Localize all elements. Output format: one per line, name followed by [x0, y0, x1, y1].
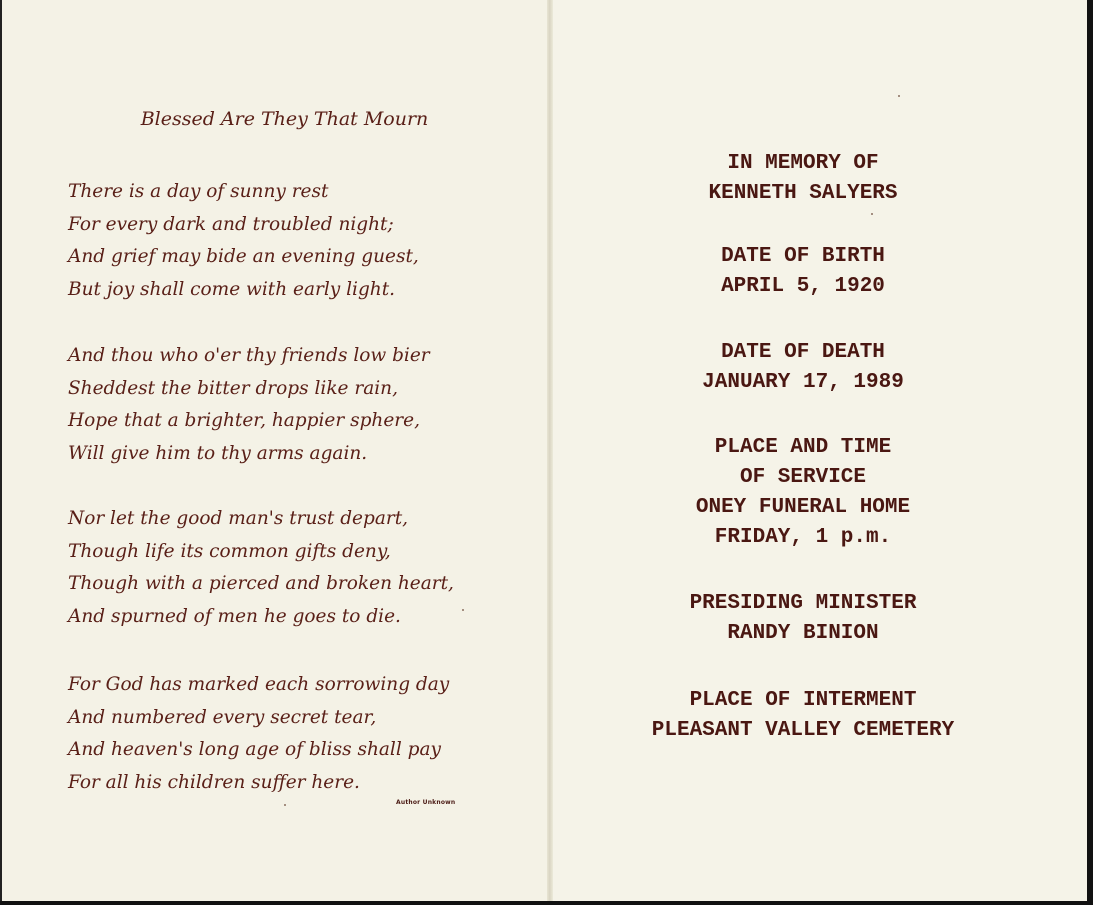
poem-line: Will give him to thy arms again.: [68, 442, 368, 464]
interment-heading: PLACE OF INTERMENT: [689, 689, 917, 712]
paper-speck: [898, 95, 900, 97]
death-date: JANUARY 17, 1989: [702, 371, 904, 394]
poem-line: And numbered every secret tear,: [68, 706, 377, 728]
poem-line: And thou who o'er thy friends low bier: [68, 345, 430, 366]
poem-line: And grief may bide an evening guest,: [68, 246, 419, 267]
birth-section: [553, 242, 1053, 302]
service-place: ONEY FUNERAL HOME: [695, 496, 911, 519]
poem-stanza-2: [68, 340, 430, 470]
poem-author: Author Unknown: [396, 799, 456, 806]
poem-stanza-3: [68, 503, 454, 633]
poem-line: Nor let the good man's trust depart,: [68, 508, 409, 529]
service-heading: PLACE AND TIME: [714, 436, 892, 459]
service-heading-2: OF SERVICE: [739, 466, 867, 489]
poem-title: Blessed Are They That Mourn: [140, 108, 429, 130]
poem-line: There is a day of sunny rest: [68, 181, 329, 202]
minister-section: [553, 589, 1053, 649]
death-heading: DATE OF DEATH: [721, 341, 885, 364]
poem-stanza-4: [68, 669, 449, 799]
birth-heading: DATE OF BIRTH: [721, 245, 885, 268]
service-section: [553, 433, 1053, 553]
poem-line: For every dark and troubled night;: [68, 213, 394, 235]
poem-line: Though with a pierced and broken heart,: [68, 573, 454, 594]
deceased-name: KENNETH SALYERS: [708, 182, 898, 205]
poem-line: But joy shall come with early light.: [68, 278, 396, 300]
poem-line: Sheddest the bitter drops like rain,: [68, 377, 398, 399]
paper-speck: [462, 609, 464, 611]
in-memory-section: [553, 149, 1053, 209]
poem-line: For God has marked each sorrowing day: [68, 674, 450, 695]
interment-place: PLEASANT VALLEY CEMETERY: [651, 719, 955, 742]
paper-speck: [871, 213, 873, 215]
interment-section: [553, 686, 1053, 746]
birth-date: APRIL 5, 1920: [721, 275, 885, 298]
paper-speck: [284, 804, 286, 806]
poem-line: Though life its common gifts deny,: [68, 540, 391, 562]
poem-line: And heaven's long age of bliss shall pay: [68, 739, 441, 760]
poem-stanza-1: [68, 176, 419, 306]
poem-line: Hope that a brighter, happier sphere,: [68, 410, 420, 431]
minister-name: RANDY BINION: [727, 622, 879, 645]
service-time: FRIDAY, 1 p.m.: [714, 526, 892, 549]
poem-line: And spurned of men he goes to die.: [68, 605, 401, 627]
death-section: [553, 338, 1053, 398]
in-memory-heading: IN MEMORY OF: [727, 152, 879, 175]
minister-heading: PRESIDING MINISTER: [689, 592, 917, 615]
poem-line: For all his children suffer here.: [68, 771, 360, 793]
